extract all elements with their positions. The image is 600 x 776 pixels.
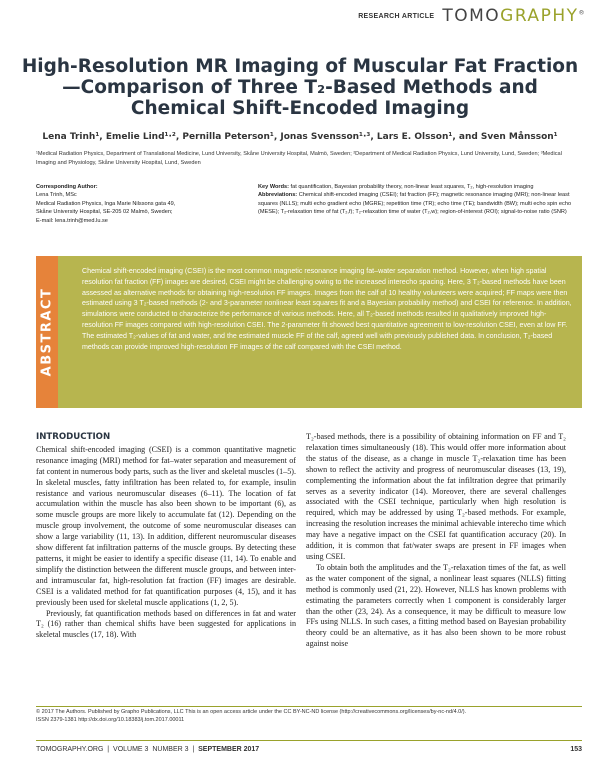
journal-logo-suffix: GRAPHY xyxy=(500,6,579,26)
body-column-right xyxy=(306,432,566,650)
corresponding-line: Medical Radiation Physics, Inga Marie Nilssons gata 49, xyxy=(36,200,176,207)
copyright-notice xyxy=(36,709,582,724)
author-list: Lena Trinh¹, Emelie Lind¹·², Pernilla Peterson¹, Jonas Svensson¹·³, Lars E. Olsson¹, and Sven Månsson¹ xyxy=(42,132,558,142)
abstract-label: ABSTRACT xyxy=(39,287,55,377)
copyright-line: © 2017 The Authors. Published by Grapho Publications, LLC This is an open access article under the CC BY-NC-ND license (http://creativecommons.org/licenses/by-nc-nd/4.0/). xyxy=(36,709,467,715)
footer-date: SEPTEMBER 2017 xyxy=(198,746,260,753)
corresponding-line: Lena Trinh, MSc xyxy=(36,192,77,199)
body-column-left xyxy=(36,432,296,641)
footer-divider xyxy=(36,706,582,707)
issn-doi-line[interactable]: ISSN 2379-1381 http://dx.doi.org/10.18383/j.tom.2017.00011 xyxy=(36,716,185,723)
body-paragraph: To obtain both the amplitudes and the T₂-relaxation times of the fat, as well as the water component of the signal, a nonlinear least squares (NLLS) fitting method is commonly used (21, 22). However, NLLS has known problems with estimating the parameters correctly when 1 component is considerably larger than the other (23, 24). As a consequence, it may be difficult to measure low FFs using NLLS. In such cases, a fitting method based on Bayesian probability theory could be an alternative, as it has also been shown to be more robust against noise xyxy=(306,562,566,649)
journal-logo xyxy=(442,6,586,26)
footer-volume: VOLUME 3 xyxy=(113,746,149,753)
journal-logo-prefix: TOMO xyxy=(442,6,501,26)
abstract-text: Chemical shift-encoded imaging (CSEI) is the most common magnetic resonance imaging fat–water separation method. However, when high spatial resolution fat fraction (FF) images are desired, CSEI might be challenging owing to the increased interecho spacing. Here, 3 T₂-based methods have been assessed as alternative methods for obtaining high-resolution FF images. Images from the calf of 10 healthy volunteers were acquired; FF maps were then estimated using 3 T₂-based methods (2- and 3-parameter nonlinear least squares fit and a Bayesian probability method) and CSEI for reference. In addition, simulations were conducted to characterize the performance of various methods. Here, all T₂-based methods resulted in qualitatively improved high-resolution FF images compared with high-resolution CSEI. The 2-parameter fit showed best quantitative agreement to low-resolution CSEI, even at low FF. The estimated T₂-values of fat and water, and the estimated muscle FF of the calf, agreed well with previously published data. In conclusion, T₂-based methods can provide improved high-resolution FF images of the calf compared with the CSEI method. xyxy=(82,267,572,351)
article-type: RESEARCH ARTICLE xyxy=(358,12,435,20)
journal-logo-tm: ® xyxy=(578,9,586,17)
footer-number: NUMBER 3 xyxy=(152,746,189,753)
body-paragraph: T₂-based methods, there is a possibility of obtaining information on FF and T₂ relaxation times simultaneously (18). This would offer more information about the status of the disease, as a change in muscle T₂-relaxation time has been shown to reflect the activity and progress of neuromuscular diseases (13, 19), complementing the information about the fat infiltration degree that primarily serves as a severity indicator (14). Moreover, there are several challenges associated with the CSEI technique, particularly when high resolution is required, which may be addressed by using T₂-based methods. For example, increasing the resolution increases the minimal achievable interecho time which may have a negative impact on the CSEI fat quantification accuracy (20). In addition, it is common that fat/water swaps are present in FF images when using CSEI. xyxy=(306,432,566,561)
keywords-label: Key Words: xyxy=(258,184,289,190)
keywords-text: fat quantification, Bayesian probability theory, non-linear least squares, T₂, high-resolution imaging xyxy=(290,184,534,190)
footer-site[interactable]: TOMOGRAPHY.ORG xyxy=(36,746,104,753)
footer-divider-bottom xyxy=(36,740,582,741)
abbreviations xyxy=(258,191,578,216)
corresponding-email[interactable]: E-mail: lena.trinh@med.lu.se xyxy=(36,217,108,224)
article-title: High-Resolution MR Imaging of Muscular Fat Fraction—Comparison of Three T₂-Based Methods and Chemical Shift-Encoded Imaging xyxy=(21,56,579,119)
keywords xyxy=(258,183,578,191)
corresponding-heading: Corresponding Author: xyxy=(36,184,98,190)
abstract-tab xyxy=(36,256,58,408)
page-header xyxy=(358,6,586,26)
footer-issue-info: TOMOGRAPHY.ORG | VOLUME 3 NUMBER 3 | SEPTEMBER 2017 xyxy=(36,746,260,753)
keywords-block xyxy=(258,183,578,217)
abbreviations-text: Chemical shift-encoded imaging (CSEI); fat fraction (FF); magnetic resonance imaging (MRI); non-linear least squares (NLLS); multi echo gradient echo (MGRE); repetition time (TR); echo time (TE); bandwidth (BW); multi echo spin echo (MESE); T₂-relaxation time of fat (T₂,f); T₂-relaxation time of water (T₂,w); region-of-interest (ROI); signal-to-noise ratio (SNR) xyxy=(258,192,572,216)
corresponding-line: Skåne University Hospital, SE-205 02 Malmö, Sweden; xyxy=(36,209,173,216)
affiliations: ¹Medical Radiation Physics, Department of Translational Medicine, Lund University, Skåne University Hospital, Malmö, Sweden; ²Department of Medical Radiation Physics, Lund University, Lund, Sweden; ³Medical Imaging and Physiology, Skåne University Hospital, Lund, Sweden xyxy=(36,151,562,166)
section-title-introduction: INTRODUCTION xyxy=(36,432,111,442)
abstract-box xyxy=(36,256,582,408)
body-paragraph: Previously, fat quantification methods based on differences in fat and water T₂ (16) rather than chemical shifts have been suggested for applications in skeletal muscles (17, 18). With xyxy=(36,608,296,640)
abbreviations-label: Abbreviations: xyxy=(258,192,298,199)
body-paragraph: Chemical shift-encoded imaging (CSEI) is a common quantitative magnetic resonance imaging (MRI) method for fat–water separation and measurement of fat content in numerous body parts, such as the liver and skeletal muscles (1–5). In skeletal muscles, fatty infiltration has been related to, for example, insulin resistance and various neuromuscular diseases (6–11). The location of fat accumulation within the muscle has also been shown to be important (6), as some muscle groups are more likely to accumulate fat (12). Depending on the muscle group involvement, the outcome of some neuromuscular diseases can show a large variability (11, 13). In addition, different neuromuscular diseases show different fat infiltration patterns of the muscle groups. By detecting these patterns, it might be easier to identify a specific disease (11, 14). To enable and simplify the distinction between the different muscle groups, and between inter- and intramuscular fat, high-resolution fat fraction (FF) images are desirable. CSEI is a validated method for fat quantification purposes (4, 15), and it has previously been used for skeletal muscle applications (1, 2, 5). xyxy=(36,444,296,607)
corresponding-author xyxy=(36,183,246,225)
page-number: 153 xyxy=(570,746,582,753)
